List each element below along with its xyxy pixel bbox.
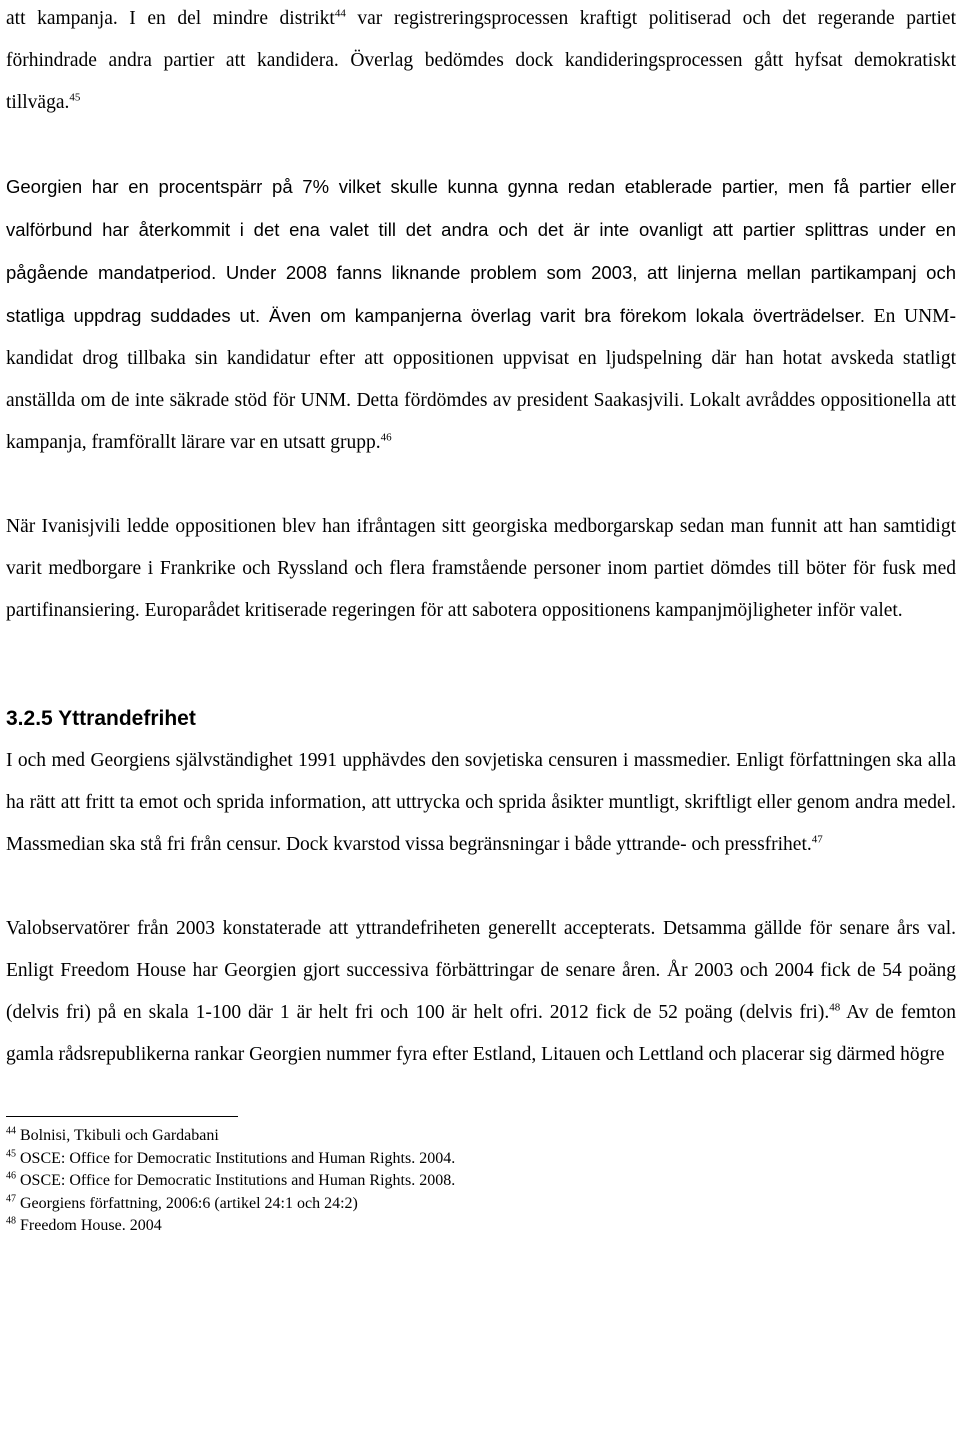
footnote-44: $^{44}$ Bolnisi, Tkibuli och Gardabani [6, 1125, 219, 1144]
paragraph-threshold: Georgien har en procentspärr på 7% vilket skulle kunna gynna redan etablerade partier, men få partier eller valförbund har återkommit i det ena valet till det andra och det är inte ovanligt att partier splittras under en pågående mandatperiod. Under 2008 fanns liknande problem som 2003, att linjerna mellan partikampanj och statliga uppdrag suddades ut. Även om kampanjerna överlag varit bra förekom lokala överträdelser. En UNM-kandidat drog tillbaka sin kandidatur efter att oppositionen uppvisat en ljudspelning där han hotat avskeda statligt anställda om de inte säkrade stöd för UNM. Detta fördömdes av president Saakasjvili. Lokalt avråddes oppositionella att kampanja, framförallt lärare var en utsatt grupp.$^{46}$ [6, 176, 956, 453]
footnote-ref-46[interactable]: 46 [380, 431, 392, 444]
document-page [6, 0, 956, 1238]
footnote-ref-47[interactable]: 47 [811, 833, 823, 846]
footnote-ref-44[interactable]: 44 [334, 7, 346, 20]
section-heading: 3.2.5 Yttrandefrihet [6, 707, 196, 730]
paragraph-ivanisjvili: När Ivanisjvili ledde oppositionen blev han ifråntagen sitt georgiska medborgarskap sedan man funnit att han samtidigt varit medborgare i Frankrike och Ryssland och flera framstående personer inom partiet dömdes till böter för fusk med partifinansiering. Europarådet kritiserade regeringen för att sabotera oppositionens kampanjmöjligheter inför valet. [6, 516, 956, 621]
footnote-45: $^{45}$ OSCE: Office for Democratic Institutions and Human Rights. 2004. [6, 1148, 456, 1167]
paragraph-campaign-registration: att kampanja. I en del mindre distrikt$^{44}$ var registreringsprocessen kraftigt politiserad och det regerande partiet förhindrade andra partier att kandidera. Överlag bedömdes dock kandideringsprocessen gått hyfsat demokratiskt tillväga.$^{45}$ [6, 7, 956, 113]
footnote-46: $^{46}$ OSCE: Office for Democratic Institutions and Human Rights. 2008. [6, 1170, 456, 1189]
footnotes [6, 1125, 956, 1238]
footnote-ref-45[interactable]: 45 [69, 91, 81, 104]
footnote-47: $^{47}$ Georgiens författning, 2006:6 (artikel 24:1 och 24:2) [6, 1193, 358, 1212]
footnote-48: $^{48}$ Freedom House. 2004 [6, 1215, 162, 1234]
paragraph-independence-censorship: I och med Georgiens självständighet 1991 upphävdes den sovjetiska censuren i massmedier. Enligt författningen ska alla ha rätt att fritt ta emot och sprida information, att uttrycka och sprida åsikter muntligt, skriftligt eller genom andra medel. Massmedian ska stå fri från censur. Dock kvarstod vissa begränsningar i både yttrande- och pressfrihet.$^{47}$ [6, 750, 956, 855]
footnote-separator [6, 1116, 238, 1117]
footnote-ref-48[interactable]: 48 [829, 1001, 841, 1014]
paragraph-election-observers: Valobservatörer från 2003 konstaterade att yttrandefriheten generellt accepterats. Detsamma gällde för senare års val. Enligt Freedom House har Georgien gjort successiva förbättringar de senare åren. År 2003 och 2004 fick de 54 poäng (delvis fri) på en skala 1-100 där 1 är helt fri och 100 är helt ofri. 2012 fick de 52 poäng (delvis fri).$^{48}$ Av de femton gamla rådsrepublikerna rankar Georgien nummer fyra efter Estland, Litauen och Lettland och placerar sig därmed högre [6, 918, 956, 1065]
